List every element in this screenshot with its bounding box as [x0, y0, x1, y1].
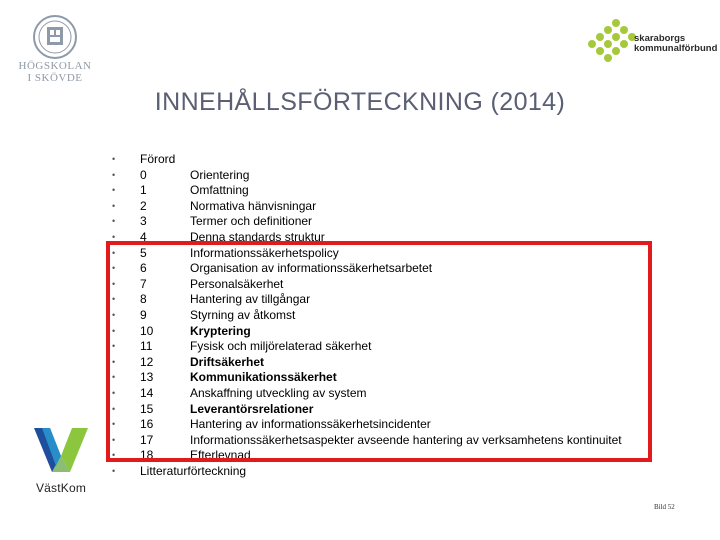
vastkom-label: VästKom — [35, 481, 87, 495]
skaraborg-line2: kommunalförbund — [634, 43, 718, 54]
skaraborg-logo — [588, 18, 718, 68]
bullet-icon: • — [112, 341, 116, 352]
vastkom-v-icon — [32, 426, 90, 474]
bullet-icon: • — [112, 278, 116, 289]
slide-number: Bild 52 — [654, 503, 675, 511]
toc-item-number: 0 — [140, 167, 147, 182]
green-dots-icon — [588, 18, 638, 64]
toc-item-text: Leverantörsrelationer — [190, 401, 314, 416]
bullet-icon: • — [112, 169, 116, 180]
hogskolan-logo — [14, 14, 96, 94]
toc-item-text: Denna standards struktur — [190, 229, 325, 244]
toc-item-number: 6 — [140, 261, 147, 276]
toc-item-text: Hantering av tillgångar — [190, 292, 311, 307]
bullet-icon: • — [112, 419, 116, 430]
toc-item-number: 4 — [140, 229, 147, 244]
toc-item-number: 17 — [140, 432, 154, 447]
toc-item-number: 1 — [140, 183, 147, 198]
toc-item-text: Förord — [140, 152, 176, 166]
bullet-icon: • — [112, 200, 116, 211]
toc-item-text: Informationssäkerhetsaspekter avseende hantering av verksamhetens kontinuitet — [190, 432, 622, 447]
vastkom-logo — [30, 426, 92, 494]
toc-item-number: 13 — [140, 370, 154, 385]
toc-item-number: 3 — [140, 214, 147, 229]
toc-item-text: Styrning av åtkomst — [190, 307, 296, 322]
bullet-icon: • — [112, 185, 116, 196]
toc-item-number: 18 — [140, 448, 154, 463]
page-title: INNEHÅLLSFÖRTECKNING (2014) — [154, 88, 566, 116]
toc-item-text: Informationssäkerhetspolicy — [190, 245, 339, 260]
bullet-icon: • — [112, 465, 116, 476]
bullet-icon: • — [112, 263, 116, 274]
toc-item-text: Omfattning — [190, 183, 249, 198]
toc-item-text: Kryptering — [190, 323, 251, 338]
bullet-icon: • — [112, 356, 116, 367]
toc-item-text: Driftsäkerhet — [190, 354, 265, 369]
toc-item-number: 10 — [140, 323, 154, 338]
toc-item-text: Personalsäkerhet — [190, 276, 284, 291]
bullet-icon: • — [112, 450, 116, 461]
bullet-icon: • — [112, 154, 116, 164]
hogskolan-line1: HÖGSKOLAN — [18, 60, 92, 72]
toc-item-number: 8 — [140, 292, 147, 307]
toc-item-number: 11 — [140, 339, 153, 354]
skaraborg-line1: skaraborgs — [634, 33, 686, 44]
bullet-icon: • — [112, 403, 116, 414]
bullet-icon: • — [112, 387, 116, 398]
toc-item-text: Litteraturförteckning — [140, 463, 247, 478]
toc-item-number: 15 — [140, 401, 154, 416]
toc-item-text: Normativa hänvisningar — [190, 198, 317, 213]
hogskolan-line2: I SKÖVDE — [27, 72, 83, 84]
bullet-icon: • — [112, 294, 116, 305]
toc-item-number: 12 — [140, 354, 154, 369]
bullet-icon: • — [112, 325, 116, 336]
toc-item-text: Anskaffning utveckling av system — [190, 385, 367, 400]
university-crest-icon — [32, 14, 78, 60]
toc-item-text: Fysisk och miljörelaterad säkerhet — [190, 339, 372, 354]
bullet-icon: • — [112, 247, 116, 258]
toc-item-number: 7 — [140, 276, 147, 291]
bullet-icon: • — [112, 434, 116, 445]
toc-item-number: 9 — [140, 307, 147, 322]
toc-item-text: Efterlevnad — [190, 448, 251, 463]
toc-item-text: Organisation av informationssäkerhetsarbetet — [190, 261, 433, 276]
toc-item-text: Orientering — [190, 167, 250, 182]
bullet-icon: • — [112, 231, 116, 242]
toc-item-number: 2 — [140, 198, 147, 213]
toc-item-number: 5 — [140, 245, 147, 260]
bullet-icon: • — [112, 216, 116, 227]
bullet-icon: • — [112, 309, 116, 320]
toc-item-text: Hantering av informationssäkerhetsincidenter — [190, 417, 431, 432]
toc-item-number: 14 — [140, 385, 154, 400]
toc-item-text: Kommunikationssäkerhet — [190, 370, 337, 385]
toc-item-text: Termer och definitioner — [190, 214, 313, 229]
bullet-icon: • — [112, 372, 116, 383]
toc-item-number: 16 — [140, 417, 154, 432]
